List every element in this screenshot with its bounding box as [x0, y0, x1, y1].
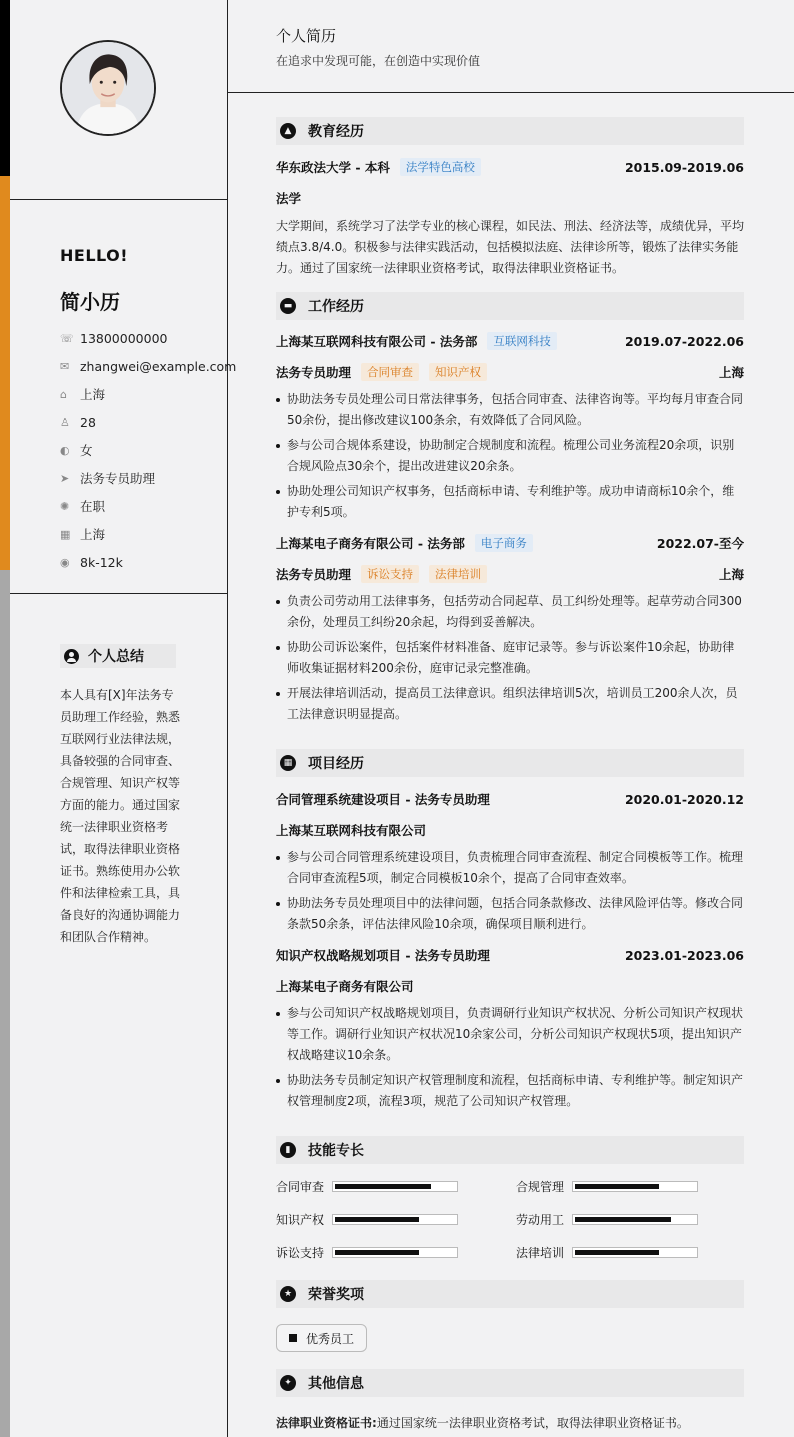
company-name: 上海某互联网科技有限公司 - 法务部 — [276, 334, 478, 349]
awards-section — [276, 1261, 744, 1352]
skill-bar — [332, 1181, 458, 1192]
contact-list — [60, 324, 236, 576]
info-location: ⌂ 上海 — [60, 387, 106, 402]
medal-icon: ★ — [280, 1286, 296, 1302]
award-badge: 优秀员工 — [276, 1324, 367, 1352]
skill-level-fill — [575, 1184, 659, 1189]
summary-heading: 个人总结 — [60, 644, 176, 668]
skill-item: 法律培训 — [516, 1244, 744, 1261]
sidebar — [10, 0, 237, 1437]
work-bullets — [276, 591, 744, 725]
project-name: 知识产权战略规划项目 - 法务专员助理 — [276, 948, 490, 963]
project-date: 2023.01-2023.06 — [624, 947, 744, 963]
other-info — [276, 1413, 744, 1434]
work-city: 上海 — [718, 567, 744, 582]
work-item — [276, 332, 744, 523]
skill-level-fill — [335, 1184, 431, 1189]
education-heading: ▲ 教育经历 — [276, 117, 744, 145]
work-bullet: 协助处理公司知识产权事务，包括商标申请、专利维护等。成功申请商标10余个，维护专利5项。 — [276, 481, 744, 523]
school-name: 华东政法大学 - 本科 — [276, 160, 390, 175]
accent-strip-gray — [0, 570, 10, 1437]
grid-icon: ▦ — [280, 755, 296, 771]
info-salary: ◉ 8k-12k — [60, 554, 123, 570]
skill-tag: 法律培训 — [429, 565, 487, 583]
job-role: 法务专员助理 — [276, 567, 352, 582]
skill-level-fill — [575, 1250, 659, 1255]
resume-body — [228, 93, 794, 1434]
gender-icon: ◐ — [60, 443, 70, 457]
skill-level-fill — [335, 1217, 419, 1222]
work-bullets — [276, 389, 744, 523]
project-bullet: 参与公司知识产权战略规划项目，负责调研行业知识产权状况、分析公司知识产权现状等工作。调研行业知识产权状况10余家公司，分析公司知识产权现状5项，提出知识产权战略建议10余条。 — [276, 1003, 744, 1066]
industry-tag: 电子商务 — [475, 534, 533, 552]
info-icon: ✦ — [280, 1375, 296, 1391]
projects-heading: ▦ 项目经历 — [276, 749, 744, 777]
main-content — [228, 0, 794, 1437]
status-icon: ✺ — [60, 499, 70, 513]
age-icon: ♙ — [60, 415, 70, 429]
skills-section — [276, 1116, 744, 1261]
major-row — [276, 189, 744, 207]
info-gender: ◐ 女 — [60, 443, 93, 458]
project-item — [276, 946, 744, 1112]
major: 法学 — [276, 191, 302, 206]
info-email: ✉ zhangwei@example.com — [60, 358, 237, 374]
page-subtitle: 在追求中发现可能，在创造中实现价值 — [276, 54, 481, 68]
info-status: ✺ 在职 — [60, 499, 106, 514]
project-bullet: 协助法务专员处理项目中的法律问题，包括合同条款修改、法律风险评估等。修改合同条款50余条，评估法律风险10余项，确保项目顺利进行。 — [276, 893, 744, 935]
phone-icon: ☏ — [60, 331, 74, 345]
skill-item: 合同审查 — [276, 1178, 516, 1195]
info-work-city: ▦ 上海 — [60, 527, 106, 542]
industry-tag: 互联网科技 — [487, 332, 557, 350]
graduation-cap-icon: ▲ — [280, 123, 296, 139]
greeting: HELLO! — [60, 246, 129, 265]
work-bullet: 协助法务专员处理公司日常法律事务，包括合同审查、法律咨询等。平均每月审查合同50余份，提出修改建议100条余，有效降低了合同风险。 — [276, 389, 744, 431]
accent-strip-orange — [0, 176, 10, 570]
square-icon — [289, 1334, 297, 1342]
project-item — [276, 790, 744, 935]
education-date: 2015.09-2019.06 — [624, 159, 744, 175]
skill-tag: 合同审查 — [361, 363, 419, 381]
avatar — [60, 40, 156, 136]
salary-icon: ◉ — [60, 555, 70, 569]
project-bullet: 协助法务专员制定知识产权管理制度和流程，包括商标申请、专利维护等。制定知识产权管理制度2项，流程3项，规范了公司知识产权管理。 — [276, 1070, 744, 1112]
skill-item: 知识产权 — [276, 1211, 516, 1228]
briefcase-icon: ▬ — [280, 298, 296, 314]
summary-text: 本人具有[X]年法务专员助理工作经验，熟悉互联网行业法律法规，具备较强的合同审查、合规管理、知识产权等方面的能力。通过国家统一法律职业资格考试，取得法律职业资格证书。熟练使用办公软件和法律检索工具，具备良好的沟通协调能力和团队合作精神。 — [60, 688, 181, 944]
page-header — [228, 0, 794, 93]
skill-bar — [332, 1247, 458, 1258]
page-title: 个人简历 — [276, 27, 337, 45]
work-bullet: 协助公司诉讼案件，包括案件材料准备、庭审记录等。参与诉讼案件10余起，协助律师收集证据材料200余份，庭审记录完整准确。 — [276, 637, 744, 679]
project-company: 上海某互联网科技有限公司 — [276, 823, 427, 838]
full-name: 简小历 — [60, 290, 120, 314]
other-heading: ✦ 其他信息 — [276, 1369, 744, 1397]
personal-info-section — [10, 200, 237, 594]
other-section — [276, 1352, 744, 1434]
job-role: 法务专员助理 — [276, 365, 352, 380]
work-heading: ▬ 工作经历 — [276, 292, 744, 320]
info-position: ➤ 法务专员助理 — [60, 471, 156, 486]
skills-heading: ▮ 技能专长 — [276, 1136, 744, 1164]
skills-grid — [276, 1178, 744, 1261]
skill-item: 合规管理 — [516, 1178, 744, 1195]
education-description: 大学期间，系统学习了法学专业的核心课程，如民法、刑法、经济法等，成绩优异，平均绩点3.8/4.0。积极参与法律实践活动，包括模拟法庭、法律诊所等，锻炼了法律实务能力。通过了国家统一法律职业资格考试，取得法律职业资格证书。 — [276, 219, 745, 275]
other-text: 通过国家统一法律职业资格考试，取得法律职业资格证书。 — [376, 1416, 689, 1430]
project-bullets — [276, 847, 744, 935]
skill-item: 劳动用工 — [516, 1211, 744, 1228]
home-icon: ⌂ — [60, 387, 67, 401]
skill-bar — [572, 1214, 698, 1225]
work-bullet: 开展法律培训活动，提高员工法律意识。组织法律培训5次，培训员工200余人次，员工法律意识明显提高。 — [276, 683, 744, 725]
accent-strip-black — [0, 0, 10, 176]
avatar-photo — [62, 42, 154, 134]
project-company: 上海某电子商务有限公司 — [276, 979, 414, 994]
work-section — [276, 279, 744, 725]
building-icon: ▦ — [60, 527, 71, 541]
work-date: 2022.07-至今 — [656, 536, 744, 551]
info-phone: ☏ 13800000000 — [60, 330, 168, 346]
education-section — [276, 93, 744, 279]
skill-tag: 知识产权 — [429, 363, 487, 381]
work-date: 2019.07-2022.06 — [624, 333, 744, 349]
awards-heading: ★ 荣誉奖项 — [276, 1280, 744, 1308]
bar-chart-icon: ▮ — [280, 1142, 296, 1158]
education-row — [276, 158, 744, 176]
skill-level-fill — [335, 1250, 419, 1255]
skill-bar — [572, 1181, 698, 1192]
work-bullet: 参与公司合规体系建设，协助制定合规制度和流程。梳理公司业务流程20余项，识别合规风险点30余个，提出改进建议20余条。 — [276, 435, 744, 477]
info-age: ♙ 28 — [60, 414, 96, 430]
school-tag: 法学特色高校 — [400, 158, 481, 176]
avatar-section — [10, 0, 228, 200]
project-date: 2020.01-2020.12 — [624, 791, 744, 807]
project-name: 合同管理系统建设项目 - 法务专员助理 — [276, 792, 490, 807]
work-city: 上海 — [718, 365, 744, 380]
project-bullet: 参与公司合同管理系统建设项目，负责梳理合同审查流程、制定合同模板等工作。梳理合同审查流程5项，制定合同模板10余个，提高了合同审查效率。 — [276, 847, 744, 889]
skill-bar — [572, 1247, 698, 1258]
skill-level-fill — [575, 1217, 671, 1222]
send-icon: ➤ — [60, 471, 70, 485]
other-label: 法律职业资格证书: — [276, 1416, 377, 1430]
skill-item: 诉讼支持 — [276, 1244, 516, 1261]
skill-tag: 诉讼支持 — [361, 565, 419, 583]
skill-bar — [332, 1214, 458, 1225]
work-bullet: 负责公司劳动用工法律事务，包括劳动合同起草、员工纠纷处理等。起草劳动合同300余份，处理员工纠纷20余起，均得到妥善解决。 — [276, 591, 744, 633]
projects-section — [276, 729, 744, 1112]
company-name: 上海某电子商务有限公司 - 法务部 — [276, 536, 465, 551]
user-icon — [64, 649, 79, 664]
mail-icon: ✉ — [60, 359, 70, 373]
work-item — [276, 534, 744, 725]
project-bullets — [276, 1003, 744, 1112]
